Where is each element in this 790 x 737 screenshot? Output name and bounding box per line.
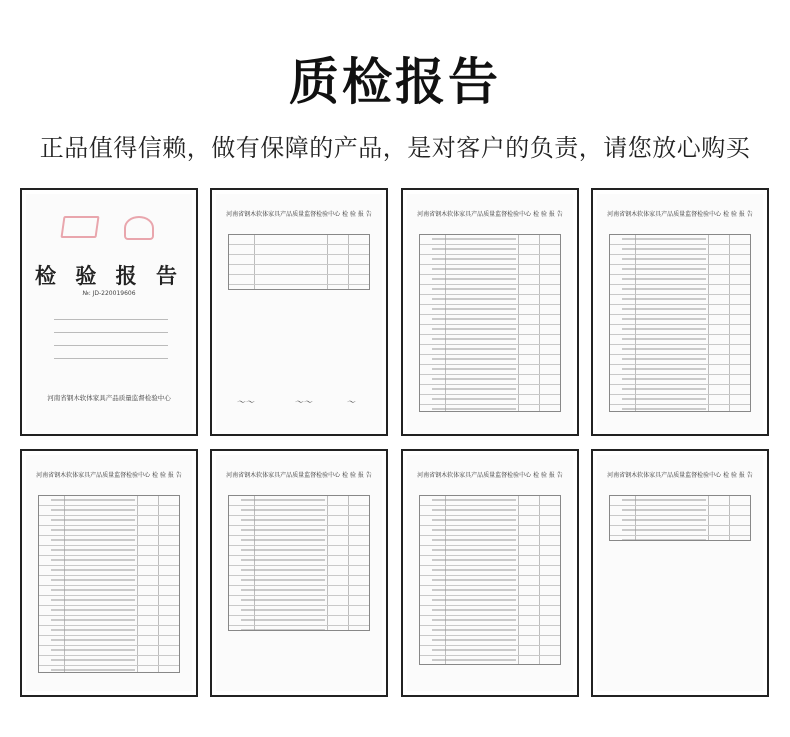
report-image-3[interactable] — [401, 188, 579, 436]
doc-table — [228, 234, 370, 290]
doc-table — [228, 495, 370, 631]
report-image-7[interactable] — [401, 449, 579, 697]
signature: ～ — [346, 398, 356, 408]
cover-footer: 河南省钢木软体家具产品质量监督检验中心 — [47, 394, 171, 402]
report-image-2[interactable] — [210, 188, 388, 436]
doc-header: 河南省钢木软体家具产品质量监督检验中心 检 验 报 告 — [226, 211, 372, 218]
doc-table — [609, 234, 751, 412]
ca-certification-logo — [124, 216, 154, 240]
page-title: 质检报告 — [289, 53, 501, 111]
doc-header: 河南省钢木软体家具产品质量监督检验中心 检 验 报 告 — [36, 472, 182, 479]
report-image-4[interactable] — [591, 188, 769, 436]
report-image-6[interactable] — [210, 449, 388, 697]
cover-report-number: №: JD-220019606 — [82, 290, 136, 297]
signature: ～～ — [294, 398, 313, 408]
signature: ～～ — [236, 398, 255, 408]
doc-header: 河南省钢木软体家具产品质量监督检验中心 检 验 报 告 — [417, 472, 563, 479]
doc-header: 河南省钢木软体家具产品质量监督检验中心 检 验 报 告 — [607, 211, 753, 218]
report-image-8[interactable] — [591, 449, 769, 697]
doc-table — [419, 495, 561, 665]
doc-table — [609, 495, 751, 541]
doc-table — [38, 495, 180, 673]
doc-header: 河南省钢木软体家具产品质量监督检验中心 检 验 报 告 — [226, 472, 372, 479]
cover-fields — [54, 310, 168, 362]
report-image-cover[interactable] — [20, 188, 198, 436]
doc-header: 河南省钢木软体家具产品质量监督检验中心 检 验 报 告 — [607, 472, 753, 479]
ma-certification-logo — [60, 216, 99, 238]
doc-header: 河南省钢木软体家具产品质量监督检验中心 检 验 报 告 — [417, 211, 563, 218]
page-subtitle: 正品值得信赖，做有保障的产品，是对客户的负责，请您放心购买 — [39, 134, 751, 162]
cover-title: 检 验 报 告 — [35, 264, 183, 288]
report-image-5[interactable] — [20, 449, 198, 697]
doc-table — [419, 234, 561, 412]
